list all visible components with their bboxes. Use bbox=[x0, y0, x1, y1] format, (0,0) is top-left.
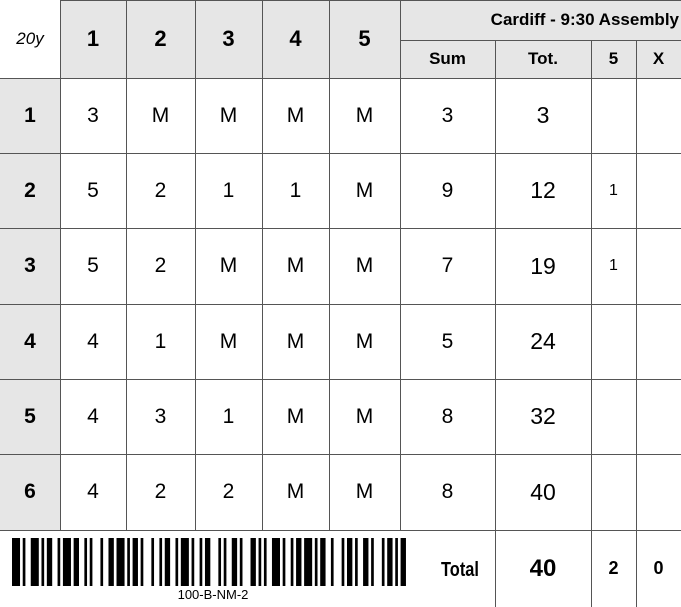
score-cell: 1 bbox=[222, 178, 235, 202]
sum-cell: 3 bbox=[441, 103, 454, 127]
barcode-bar bbox=[291, 538, 294, 586]
grid-line bbox=[329, 0, 330, 530]
barcode-bar bbox=[151, 538, 154, 586]
score-cell: 4 bbox=[87, 480, 99, 503]
barcode-text: 100-B-NM-2 bbox=[177, 586, 249, 602]
barcode-bar bbox=[12, 538, 20, 586]
x-cell bbox=[636, 78, 681, 153]
five-cell bbox=[591, 78, 636, 153]
score-cell: M bbox=[355, 178, 374, 202]
x-total: 0 bbox=[653, 558, 664, 578]
barcode-bar bbox=[331, 538, 334, 586]
barcode-bar bbox=[395, 538, 398, 586]
score-cell: 5 bbox=[87, 178, 99, 202]
barcode-bar bbox=[272, 538, 280, 586]
score-cell: 5 bbox=[87, 254, 99, 277]
column-header-3: 3 bbox=[222, 26, 235, 51]
grid-line bbox=[0, 379, 681, 380]
score-cell: M bbox=[355, 404, 374, 428]
grid-line bbox=[0, 530, 681, 531]
barcode-bar bbox=[283, 538, 286, 586]
score-cell: M bbox=[286, 480, 305, 503]
sum-cell: 5 bbox=[441, 329, 454, 353]
score-cell: 2 bbox=[154, 480, 167, 503]
barcode-bar bbox=[84, 538, 87, 586]
five-cell: 1 bbox=[609, 257, 618, 274]
score-cell: M bbox=[355, 329, 374, 353]
score-cell: M bbox=[286, 329, 305, 353]
sheet-title: Cardiff - 9:30 Assembly bbox=[490, 10, 679, 29]
barcode-bar bbox=[264, 538, 267, 586]
score-cell: 1 bbox=[154, 329, 167, 353]
five-cell bbox=[591, 304, 636, 379]
barcode-bar bbox=[200, 538, 203, 586]
score-cell: M bbox=[286, 103, 305, 127]
barcode-bar bbox=[387, 538, 392, 586]
score-cell: 3 bbox=[154, 404, 167, 428]
barcode-graphic bbox=[12, 538, 414, 586]
barcode-bar bbox=[224, 538, 227, 586]
x-cell bbox=[636, 379, 681, 454]
column-header-1: 1 bbox=[86, 26, 100, 51]
barcode-bar bbox=[259, 538, 262, 586]
barcode-bar bbox=[315, 538, 318, 586]
score-cell: 2 bbox=[222, 480, 235, 503]
five-header: 5 bbox=[608, 49, 619, 68]
barcode-bar bbox=[218, 538, 221, 586]
grid-line bbox=[262, 0, 263, 530]
grid-line bbox=[495, 40, 496, 607]
barcode-bar bbox=[181, 538, 189, 586]
barcode-bar bbox=[47, 538, 52, 586]
barcode-bar bbox=[371, 538, 374, 586]
barcode-bar bbox=[41, 538, 44, 586]
barcode-bar bbox=[296, 538, 301, 586]
row-label: 5 bbox=[24, 404, 36, 428]
barcode-bar bbox=[31, 538, 39, 586]
score-cell: M bbox=[219, 103, 238, 127]
tot-cell: 12 bbox=[530, 177, 556, 203]
five-cell bbox=[591, 379, 636, 454]
five-cell: 1 bbox=[609, 181, 618, 199]
x-cell bbox=[636, 228, 681, 304]
tot-cell: 19 bbox=[530, 252, 556, 279]
row-label: 3 bbox=[24, 254, 36, 277]
barcode-bar bbox=[342, 538, 345, 586]
barcode-bar bbox=[347, 538, 352, 586]
grid-line bbox=[0, 454, 681, 455]
total-label: Total bbox=[441, 558, 479, 581]
barcode-bar bbox=[108, 538, 113, 586]
barcode-bar bbox=[23, 538, 26, 586]
tot-cell: 32 bbox=[530, 403, 556, 429]
score-cell: 1 bbox=[289, 178, 302, 202]
barcode-bar bbox=[192, 538, 195, 586]
barcode-bar bbox=[401, 538, 406, 586]
column-header-4: 4 bbox=[289, 26, 302, 51]
barcode-bar bbox=[133, 538, 138, 586]
barcode-bar bbox=[100, 538, 103, 586]
x-cell bbox=[636, 454, 681, 530]
barcode-bar bbox=[355, 538, 358, 586]
grid-line bbox=[0, 153, 681, 154]
grid-line bbox=[60, 0, 61, 530]
score-cell: 4 bbox=[87, 404, 99, 428]
barcode-bar bbox=[90, 538, 93, 586]
barcode-bar bbox=[320, 538, 325, 586]
sum-header: Sum bbox=[429, 49, 466, 68]
row-label: 6 bbox=[24, 480, 36, 503]
x-cell bbox=[636, 304, 681, 379]
sum-cell: 9 bbox=[441, 178, 454, 202]
five-cell bbox=[591, 454, 636, 530]
barcode-bar bbox=[251, 538, 256, 586]
score-cell: M bbox=[151, 103, 170, 127]
row-label: 4 bbox=[24, 329, 36, 353]
grid-line bbox=[400, 0, 401, 530]
score-cell: 3 bbox=[87, 103, 99, 127]
barcode-bar bbox=[63, 538, 71, 586]
barcode-bar bbox=[74, 538, 79, 586]
barcode-bar bbox=[141, 538, 144, 586]
x-cell bbox=[636, 153, 681, 228]
barcode-bar bbox=[382, 538, 385, 586]
score-cell: M bbox=[286, 254, 305, 277]
x-header: X bbox=[652, 49, 665, 68]
grid-line bbox=[0, 228, 681, 229]
barcode bbox=[12, 538, 414, 586]
score-cell: M bbox=[355, 254, 374, 277]
score-cell: M bbox=[219, 329, 238, 353]
grid-line bbox=[0, 78, 681, 79]
grid-line bbox=[60, 0, 681, 1]
barcode-bar bbox=[240, 538, 243, 586]
row-label: 1 bbox=[24, 103, 36, 127]
barcode-bar bbox=[232, 538, 237, 586]
tot-cell: 3 bbox=[536, 102, 550, 128]
grid-line bbox=[591, 40, 592, 607]
score-cell: 1 bbox=[222, 404, 235, 428]
score-cell: M bbox=[355, 480, 374, 503]
sum-cell: 8 bbox=[441, 480, 454, 503]
barcode-bar bbox=[159, 538, 162, 586]
score-cell: 2 bbox=[154, 178, 167, 202]
barcode-bar bbox=[205, 538, 210, 586]
grid-line bbox=[400, 40, 681, 41]
grid-line bbox=[0, 304, 681, 305]
grand-total: 40 bbox=[529, 554, 557, 582]
barcode-bar bbox=[175, 538, 178, 586]
grid-line bbox=[126, 0, 127, 530]
column-header-5: 5 bbox=[358, 26, 371, 51]
column-header-2: 2 bbox=[154, 26, 167, 51]
barcode-bar bbox=[117, 538, 125, 586]
score-cell: M bbox=[286, 404, 305, 428]
sum-cell: 7 bbox=[441, 254, 454, 277]
tot-cell: 40 bbox=[530, 478, 556, 505]
barcode-bar bbox=[165, 538, 170, 586]
barcode-bar bbox=[127, 538, 130, 586]
barcode-bar bbox=[363, 538, 368, 586]
grid-line bbox=[195, 0, 196, 530]
row-label: 2 bbox=[24, 178, 36, 202]
score-cell: M bbox=[219, 254, 238, 277]
sum-cell: 8 bbox=[441, 404, 454, 428]
tot-header: Tot. bbox=[528, 49, 558, 68]
score-cell: 4 bbox=[87, 329, 99, 353]
corner-label: 20y bbox=[16, 29, 44, 48]
barcode-bar bbox=[304, 538, 312, 586]
tot-cell: 24 bbox=[530, 328, 556, 354]
barcode-bar bbox=[58, 538, 61, 586]
score-cell: M bbox=[355, 103, 374, 127]
grid-line bbox=[636, 40, 637, 607]
score-cell: 2 bbox=[154, 254, 167, 277]
five-total: 2 bbox=[608, 558, 619, 578]
